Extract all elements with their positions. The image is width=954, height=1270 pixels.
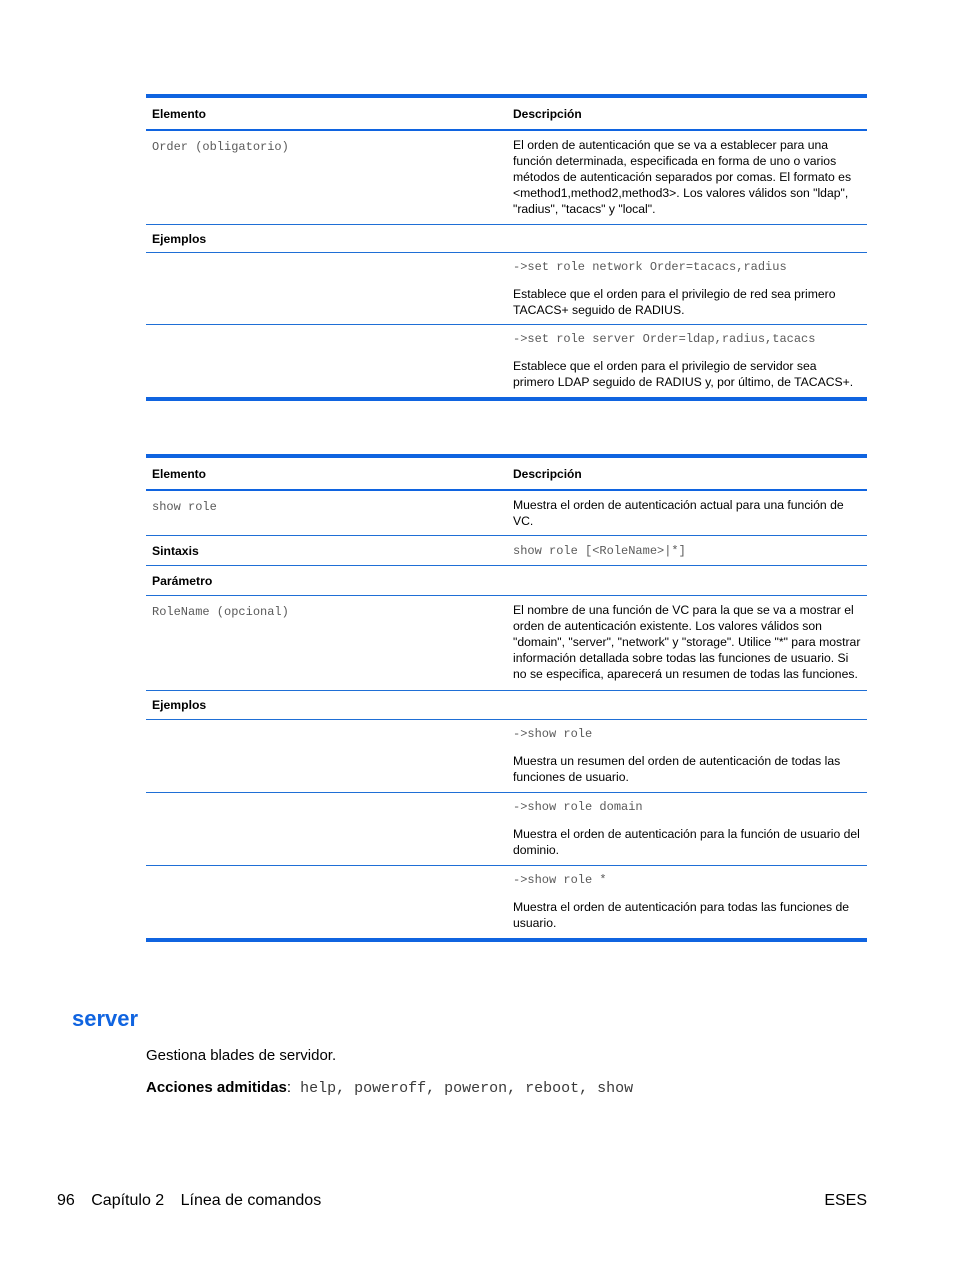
table-header-row (146, 456, 867, 490)
syntax-row (146, 536, 867, 566)
table-header-row (146, 96, 867, 130)
table-row (146, 490, 867, 536)
header-elemento: Elemento (146, 96, 507, 130)
section-label: Ejemplos (146, 225, 507, 253)
table-row (146, 596, 867, 691)
actions-value: help, poweroff, poweron, reboot, show (291, 1080, 634, 1097)
page-number: 96 (57, 1192, 75, 1209)
supported-actions (146, 1079, 633, 1097)
example-row (146, 720, 867, 793)
parameter-section-row (146, 566, 867, 596)
page-footer (57, 1192, 333, 1210)
parameter-name: RoleName (opcional) (152, 605, 289, 619)
example-row (146, 866, 867, 941)
actions-label: Acciones admitidas (146, 1079, 287, 1096)
language-code: ESES (824, 1192, 867, 1209)
syntax-label: Sintaxis (146, 536, 507, 566)
example-command: ->show role domain (513, 800, 643, 814)
element-name: Order (obligatorio) (152, 140, 289, 154)
header-elemento: Elemento (146, 456, 507, 490)
element-description: El orden de autenticación que se va a establecer para una función determinada, especificada en forma de uno o varios métodos de autenticación separados por comas. El formato es <method1,method2,method3>. Los valores válidos son "ldap", "radius", "tacacs" y "local". (507, 130, 867, 225)
section-intro: Gestiona blades de servidor. (146, 1047, 337, 1064)
section-heading: server (72, 1006, 139, 1031)
example-description: Muestra el orden de autenticación para todas las funciones de usuario. (513, 900, 850, 930)
example-command: ->show role * (513, 873, 607, 887)
header-descripcion: Descripción (507, 96, 867, 130)
auth-order-table (146, 94, 867, 401)
example-command: ->set role network Order=tacacs,radius (513, 260, 787, 274)
example-command: ->show role (513, 727, 593, 741)
table-row (146, 130, 867, 225)
parameter-label: Parámetro (146, 566, 507, 596)
example-description: Establece que el orden para el privilegio de servidor sea primero LDAP seguido de RADIUS y, por último, de TACACS+. (513, 359, 854, 389)
example-row (146, 325, 867, 400)
show-role-table (146, 454, 867, 942)
syntax-value: show role [<RoleName>|*] (513, 544, 686, 558)
chapter-label: Capítulo 2 (91, 1192, 165, 1209)
example-description: Establece que el orden para el privilegio de red sea primero TACACS+ seguido de RADIUS. (513, 287, 836, 317)
example-row (146, 793, 867, 866)
chapter-title: Línea de comandos (180, 1192, 322, 1209)
section-label: Ejemplos (146, 691, 507, 720)
actions-separator: : (286, 1079, 292, 1096)
command-name: show role (152, 500, 217, 514)
section-row (146, 225, 867, 253)
parameter-description: El nombre de una función de VC para la que se va a mostrar el orden de autenticación existente. Los valores válidos son "domain", "server", "network" y "storage". Utilice "*" para mostrar información detallada sobre todas las funciones de usuario. Si no se especifica, aparecerá un resumen de todas las funciones. (507, 596, 867, 691)
example-command: ->set role server Order=ldap,radius,tacacs (513, 332, 816, 346)
example-description: Muestra el orden de autenticación para la función de usuario del dominio. (513, 827, 860, 857)
section-row (146, 691, 867, 720)
example-row (146, 253, 867, 325)
header-descripcion: Descripción (507, 456, 867, 490)
command-description: Muestra el orden de autenticación actual para una función de VC. (507, 490, 867, 536)
example-description: Muestra un resumen del orden de autenticación de todas las funciones de usuario. (513, 754, 841, 784)
